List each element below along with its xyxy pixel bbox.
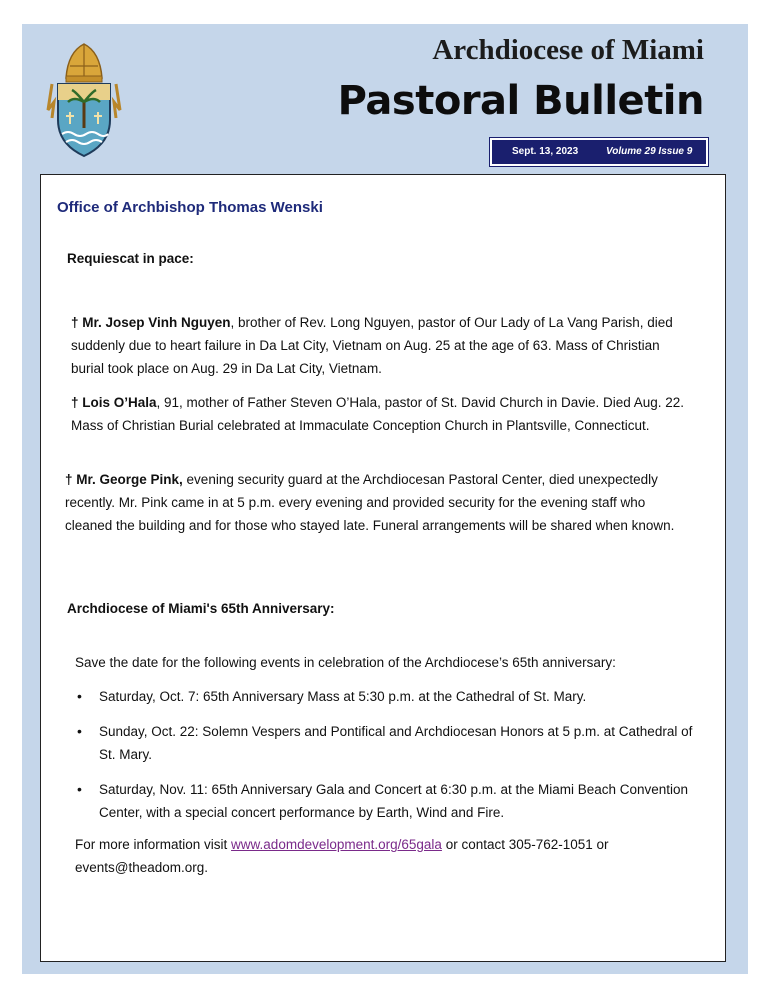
event-item: • Saturday, Oct. 7: 65th Anniversary Mass at 5:30 p.m. at the Cathedral of St. Mary. bbox=[77, 685, 697, 708]
obituary-text: , brother of Rev. Long Nguyen, pastor of Our Lady of La Vang Parish, died suddenly due to heart failure in Da Lat City, Vietnam on Aug. 25 at the age of 63. Mass of Christian burial took place on Aug. 29 in Da Lat City, Vietnam. bbox=[71, 315, 673, 376]
more-info-prefix: For more information visit bbox=[75, 837, 232, 852]
obituary-name: † Lois O’Hala bbox=[71, 395, 157, 410]
issue-volume: Volume 29 Issue 9 bbox=[606, 146, 693, 157]
event-item: • Saturday, Nov. 11: 65th Anniversary Gala and Concert at 6:30 p.m. at the Miami Beach Convention Center, with a special concert performance by Earth, Wind and Fire. bbox=[77, 778, 697, 824]
obituary-entry bbox=[65, 468, 691, 537]
obituary-name: † Mr. George Pink, bbox=[65, 472, 183, 487]
obituary-text: , 91, mother of Father Steven O’Hala, pastor of St. David Church in Davie. Died Aug. 22. Mass of Christian Burial celebrated at Immaculate Conception Church in Plantsville, Connecticut. bbox=[71, 395, 685, 433]
content-box bbox=[40, 174, 726, 962]
requiescat-heading: Requiescat in pace: bbox=[67, 251, 194, 266]
gala-link[interactable]: www.adomdevelopment.org/65gala bbox=[231, 837, 442, 852]
anniversary-heading: Archdiocese of Miami's 65th Anniversary: bbox=[67, 601, 335, 616]
obituary-entry bbox=[71, 311, 691, 380]
bulletin-title: Pastoral Bulletin bbox=[337, 78, 704, 124]
archdiocese-crest-icon bbox=[44, 40, 124, 162]
obituary-name: † Mr. Josep Vinh Nguyen bbox=[71, 315, 231, 330]
obituary-entry bbox=[71, 391, 691, 437]
event-item: • Sunday, Oct. 22: Solemn Vespers and Pontifical and Archdiocesan Honors at 5 p.m. at Cathedral of St. Mary. bbox=[77, 720, 697, 766]
header-org-name: Archdiocese of Miami bbox=[432, 34, 704, 66]
obituary-text: evening security guard at the Archdiocesan Pastoral Center, died unexpectedly recently. Mr. Pink came in at 5 p.m. every evening and provided security for the evening staff who cleaned the building and for those who stayed late. Funeral arrangements will be shared when known. bbox=[65, 472, 675, 533]
office-heading: Office of Archbishop Thomas Wenski bbox=[57, 199, 323, 216]
more-info-paragraph bbox=[75, 833, 695, 879]
event-list bbox=[77, 685, 697, 836]
issue-bar bbox=[490, 138, 708, 166]
anniversary-intro: Save the date for the following events in celebration of the Archdiocese’s 65th anniversary: bbox=[75, 655, 616, 670]
issue-date: Sept. 13, 2023 bbox=[512, 146, 579, 157]
more-info-suffix: or contact 305-762-1051 or events@theadom.org. bbox=[75, 837, 609, 875]
